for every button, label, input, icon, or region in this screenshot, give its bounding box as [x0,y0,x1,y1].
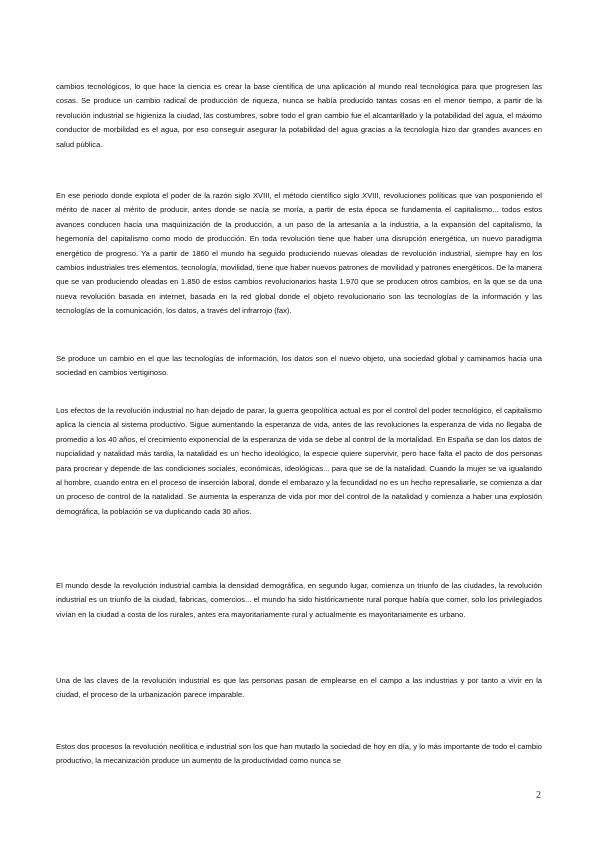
paragraph-1: cambios tecnológicos, lo que hace la ciencia es crear la base científica de una aplicación al mundo real tecnológica para que progresen las cosas. Se produce un cambio radical de producción de riqueza, nunca se había producido tantas cosas en el menor tiempo, a partir de la revolución industrial se higieniza la ciudad, las costumbres, sobre todo el gran cambio fue el alcantarillado y la potabilidad del agua, el máximo conductor de morbilidad es el agua, por eso conseguir asegurar la potabilidad del agua gracias a la tecnología hizo dar grandes avances en salud pública. [56,82,542,149]
paragraph-2: En ese periodo donde explota el poder de la razón siglo XVIII, el método científico siglo XVIII, revoluciones políticas que van posponiendo el mérito de nacer al mérito de producir, antes donde se nacía se moría, a partir de esta época se fundamenta el capitalismo... todos estos avances conducen hacia una maquinización de la producción, a un paso de la artesanía a la industria, a la expansión del capitalismo, la hegemonía del capitalismo como modo de producción. En toda revolución tiene que haber una disrupción energética, un nuevo paradigma energético de progreso. Ya a partir de 1860 el mundo ha seguido produciendo nuevas oleadas de revolución industrial, siempre hay en los cambios industriales tres elementos, tecnología, movilidad, tiene que haber nuevos patrones de movilidad y patrones energéticos. De la manera que se van produciendo oleadas en 1.850 de estos cambios revolucionarios hasta 1.970 que se producen otros cambios, en la que se da una nueva revolución basada en internet, basada en la red global donde el objeto revolucionario son las tecnologías de la información y las tecnologías de la comunicación, los datos, a través del infrarrojo (fax). [56,191,542,316]
paragraph-7: Estos dos procesos la revolución neolítica e industrial son los que han mutado la sociedad de hoy en día, y lo más importante de todo el cambio productivo, la mecanización produce un aumento de la productividad como nunca se [56,742,542,766]
page-number: 2 [536,790,541,801]
paragraph-5: El mundo desde la revolución industrial cambia la densidad demográfica, en segundo lugar, comienza un triunfo de las ciudades, la revolución industrial es un triunfo de la ciudad, fabricas, comercios... el mundo ha sido históricamente rural porque había que comer, solo los privilegiados vivían en la ciudad a costa de los rurales, antes era mayoritariamente rural y actualmente es mayoritariamente es urbano. [56,581,542,619]
paragraph-3: Se produce un cambio en el que las tecnologías de información, los datos son el nuevo objeto, una sociedad global y caminamos hacia una sociedad en cambios vertiginoso. [56,354,542,378]
paragraph-6: Una de las claves de la revolución industrial es que las personas pasan de emplearse en el campo a las industrias y por tanto a vivir en la ciudad, el proceso de la urbanización parece imparable. [56,676,542,700]
paragraph-4: Los efectos de la revolución industrial no han dejado de parar, la guerra geopolítica actual es por el control del poder tecnológico, el capitalismo aplica la ciencia al sistema productivo. Sigue aumentando la esperanza de vida, antes de las revoluciones la esperanza de vida no llegaba de promedio a los 40 años, el crecimiento exponencial de la esperanza de vida se debe al control de la mortalidad. En España se dan los datos de nupcialidad y natalidad más tardía, la natalidad es un hecho ideológico, la especie quiere supervivir, pero hace falta el pacto de dos personas para procrear y depende de las condiciones sociales, económicas, ideológicas... para que se de la natalidad. Cuando la mujer se va igualando al hombre, cuando entra en el proceso de inserción laboral, donde el embarazo y la fecundidad no es un hecho represaliarle, se comienza a dar un proceso de control de la natalidad. Se aumenta la esperanza de vida por mor del control de la natalidad y comienza a haber una explosión demográfica, la población se va duplicando cada 30 años. [56,406,542,516]
